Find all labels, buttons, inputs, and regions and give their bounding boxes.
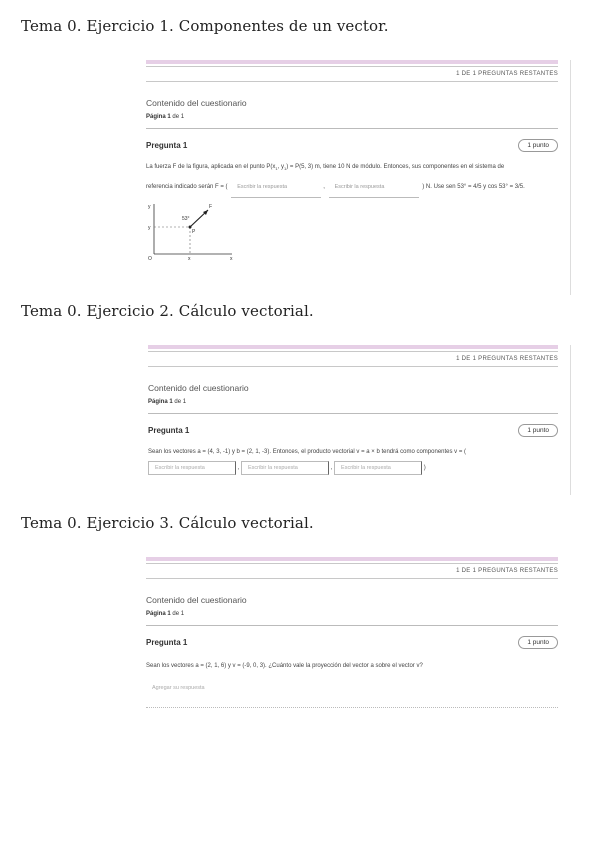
- x1-label: x: [188, 256, 191, 263]
- remaining-questions: 1 DE 1 PREGUNTAS RESTANTES: [456, 568, 558, 574]
- quiz-header-bar: [148, 345, 558, 349]
- question-header: [146, 636, 558, 649]
- section-title-1: Tema 0. Ejercicio 1. Componentes de un vector.: [21, 17, 389, 35]
- divider: [146, 563, 558, 564]
- remaining-questions: 1 DE 1 PREGUNTAS RESTANTES: [456, 71, 558, 77]
- quiz-content-heading: Contenido del cuestionario: [148, 383, 249, 393]
- question-divider: [146, 625, 558, 626]
- quiz-content-heading: Contenido del cuestionario: [146, 98, 247, 108]
- answer-input-fx[interactable]: Escribir la respuesta: [231, 178, 321, 198]
- divider: [148, 366, 558, 367]
- quiz-panel-1: [146, 60, 558, 267]
- section-title-3: Tema 0. Ejercicio 3. Cálculo vectorial.: [21, 514, 314, 532]
- quiz-header-bar: [146, 557, 558, 561]
- question-divider: [148, 413, 558, 414]
- x-axis-label: x: [230, 256, 233, 263]
- answer-input-vy[interactable]: Escribir la respuesta: [241, 461, 329, 475]
- quiz-content-heading: Contenido del cuestionario: [146, 595, 247, 605]
- question-divider: [146, 128, 558, 129]
- points-badge: 1 punto: [518, 139, 558, 152]
- page-indicator: Página 1 de 1: [146, 611, 185, 617]
- answer-input-vx[interactable]: Escribir la respuesta: [148, 461, 236, 475]
- question-text: Sean los vectores a = (4, 3, -1) y b = (2, 1, -3). Entonces, el producto vectorial v = a × b tendrá como componentes v = (: [148, 449, 466, 455]
- point-label: P: [192, 229, 196, 236]
- force-label: F: [209, 204, 213, 211]
- divider: [146, 66, 558, 67]
- answer-input-fy[interactable]: Escribir la respuesta: [329, 178, 419, 198]
- answer-underline: [146, 707, 558, 708]
- divider: [146, 81, 558, 82]
- y-axis-label: y: [148, 204, 151, 211]
- scrollbar-1[interactable]: [570, 60, 571, 295]
- question-header: [146, 139, 558, 152]
- question-label: Pregunta 1: [146, 638, 188, 647]
- quiz-panel-2: [148, 345, 558, 475]
- points-badge: 1 punto: [518, 424, 558, 437]
- points-badge: 1 punto: [518, 636, 558, 649]
- answer-row: Escribir la respuesta , Escribir la respuesta , Escribir la respuesta ): [148, 461, 558, 475]
- divider: [148, 351, 558, 352]
- page-indicator: Página 1 de 1: [148, 399, 187, 405]
- question-text: La fuerza F de la figura, aplicada en el punto $P(x_1$, $y_1) = P(5$, 3) m, tiene 10 N de módulo. Entonces, sus componentes en el sistema de referencia indicado serán F = ( Escribir la respuesta , Escribir la respuesta ) N. Use sen 53° = 4/5 y cos 53° = 3/5.: [146, 158, 558, 198]
- scrollbar-2[interactable]: [570, 345, 571, 495]
- question-text: Sean los vectores a = (2, 1, 6) y v = (-9, 0, 3). ¿Cuánto vale la proyección del vector a sobre el vector v?: [146, 663, 423, 669]
- page-indicator: Página 1 de 1: [146, 114, 185, 120]
- origin-label: O: [148, 256, 152, 263]
- remaining-questions: 1 DE 1 PREGUNTAS RESTANTES: [456, 356, 558, 362]
- angle-label: 53°: [182, 216, 190, 223]
- answer-textarea[interactable]: Agregar su respuesta: [152, 685, 205, 691]
- answer-input-vz[interactable]: Escribir la respuesta: [334, 461, 422, 475]
- force-vector-figure: [146, 202, 236, 262]
- question-label: Pregunta 1: [148, 426, 190, 435]
- divider: [146, 578, 558, 579]
- section-title-2: Tema 0. Ejercicio 2. Cálculo vectorial.: [21, 302, 314, 320]
- question-header: [148, 424, 558, 437]
- y1-label: y: [148, 225, 151, 232]
- quiz-panel-3: [146, 557, 558, 708]
- question-label: Pregunta 1: [146, 141, 188, 150]
- quiz-header-bar: [146, 60, 558, 64]
